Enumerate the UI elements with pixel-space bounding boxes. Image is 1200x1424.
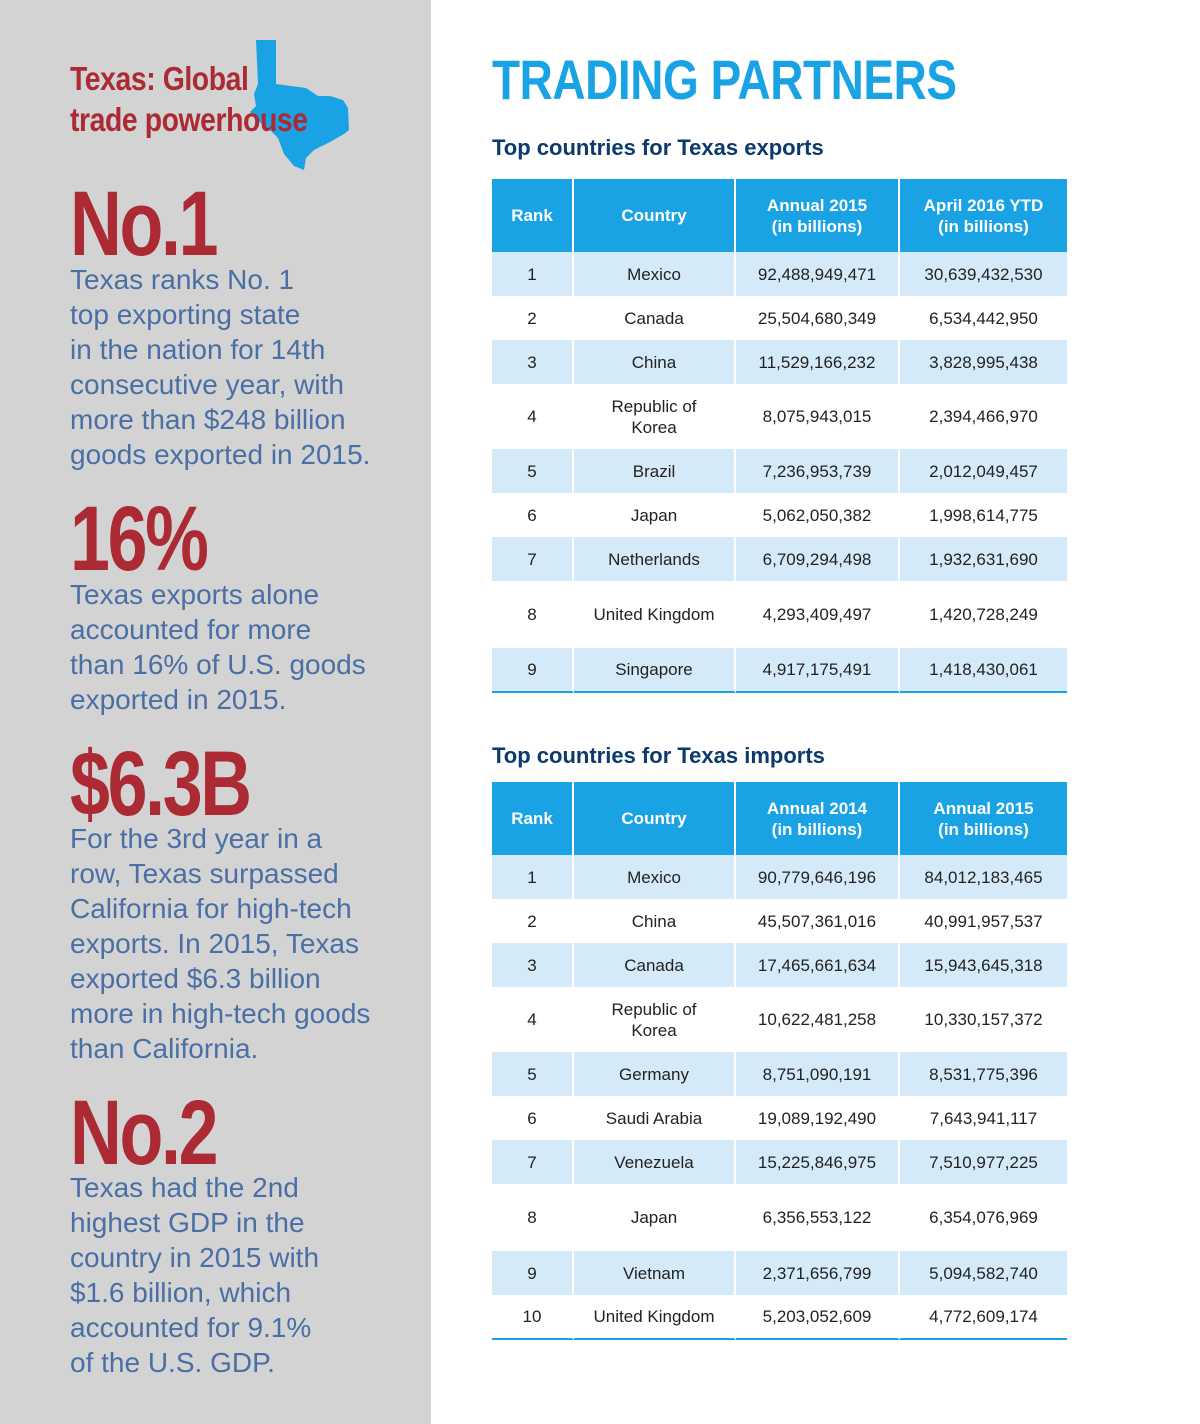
table-header-row (492, 782, 1067, 855)
table-row (492, 1096, 1067, 1140)
table-header-row (492, 179, 1067, 252)
value-cell: 3,828,995,438 (900, 340, 1067, 384)
rank-cell: 2 (492, 899, 574, 943)
table-row (492, 1140, 1067, 1184)
stat-value: 16% (70, 488, 207, 590)
table-row (492, 581, 1067, 648)
table-row (492, 1295, 1067, 1340)
country-line: Republic of (611, 396, 697, 416)
value-cell: 5,062,050,382 (736, 493, 900, 537)
value-cell: 4,772,609,174 (900, 1295, 1067, 1340)
value-cell: 6,534,442,950 (900, 296, 1067, 340)
country-cell: China (574, 899, 736, 943)
value-cell: 25,504,680,349 (736, 296, 900, 340)
country-line: Republic of (611, 999, 697, 1019)
rank-cell: 2 (492, 296, 574, 340)
sidebar-title-line: trade powerhouse (70, 101, 308, 138)
table-row (492, 384, 1067, 449)
column-header-rank: Rank (492, 179, 574, 252)
country-cell (574, 384, 736, 449)
value-cell: 15,225,846,975 (736, 1140, 900, 1184)
value-cell: 15,943,645,318 (900, 943, 1067, 987)
rank-cell: 4 (492, 987, 574, 1052)
value-cell: 45,507,361,016 (736, 899, 900, 943)
stat-line: more in high-tech goods (70, 998, 371, 1029)
stat-line: exports. In 2015, Texas (70, 928, 359, 959)
table-row (492, 340, 1067, 384)
rank-cell: 9 (492, 648, 574, 693)
stat-line: than California. (70, 1033, 259, 1064)
table-row (492, 943, 1067, 987)
table-row (492, 987, 1067, 1052)
sidebar-panel (0, 0, 431, 1424)
rank-cell: 8 (492, 1184, 574, 1251)
stat-line: more than $248 billion (70, 404, 346, 435)
stat-line: of the U.S. GDP. (70, 1347, 275, 1378)
header-line: (in billions) (771, 819, 863, 839)
table-row (492, 296, 1067, 340)
rank-cell: 7 (492, 1140, 574, 1184)
stat-description (70, 1170, 410, 1380)
value-cell: 11,529,166,232 (736, 340, 900, 384)
country-cell: Canada (574, 943, 736, 987)
value-cell: 1,420,728,249 (900, 581, 1067, 648)
table-row (492, 1184, 1067, 1251)
value-cell: 6,354,076,969 (900, 1184, 1067, 1251)
column-header-annual-2015 (900, 782, 1067, 855)
header-line: (in billions) (938, 819, 1029, 839)
stat-line: Texas ranks No. 1 (70, 264, 295, 295)
header-line: Annual 2015 (766, 195, 868, 215)
value-cell: 30,639,432,530 (900, 252, 1067, 296)
country-cell: Japan (574, 1184, 736, 1251)
value-cell: 5,094,582,740 (900, 1251, 1067, 1295)
value-cell: 7,236,953,739 (736, 449, 900, 493)
value-cell: 8,531,775,396 (900, 1052, 1067, 1096)
stat-line: top exporting state (70, 299, 301, 330)
country-line: Korea (631, 1020, 677, 1040)
country-cell: Vietnam (574, 1251, 736, 1295)
header-line: (in billions) (938, 216, 1029, 236)
value-cell: 7,643,941,117 (900, 1096, 1067, 1140)
stat-line: accounted for 9.1% (70, 1312, 312, 1343)
value-cell: 84,012,183,465 (900, 855, 1067, 899)
rank-cell: 1 (492, 252, 574, 296)
country-cell: Netherlands (574, 537, 736, 581)
table-row (492, 648, 1067, 693)
value-cell: 92,488,949,471 (736, 252, 900, 296)
sidebar-title (70, 58, 328, 140)
value-cell: 1,932,631,690 (900, 537, 1067, 581)
stat-line: exported $6.3 billion (70, 963, 321, 994)
country-cell: Mexico (574, 252, 736, 296)
column-header-annual-2015 (736, 179, 900, 252)
table-row (492, 899, 1067, 943)
country-cell: Saudi Arabia (574, 1096, 736, 1140)
table-row (492, 449, 1067, 493)
value-cell: 40,991,957,537 (900, 899, 1067, 943)
country-cell: Japan (574, 493, 736, 537)
rank-cell: 1 (492, 855, 574, 899)
stat-description (70, 821, 410, 1066)
country-cell: Mexico (574, 855, 736, 899)
country-cell: Venezuela (574, 1140, 736, 1184)
value-cell: 19,089,192,490 (736, 1096, 900, 1140)
country-cell: Singapore (574, 648, 736, 693)
stat-value: $6.3B (70, 733, 250, 835)
stat-line: than 16% of U.S. goods (70, 649, 366, 680)
stat-line: goods exported in 2015. (70, 439, 371, 470)
stat-line: consecutive year, with (70, 369, 344, 400)
header-line: April 2016 YTD (923, 195, 1044, 215)
value-cell: 6,356,553,122 (736, 1184, 900, 1251)
table-row (492, 855, 1067, 899)
stat-line: California for high-tech (70, 893, 352, 924)
stat-line: exported in 2015. (70, 684, 287, 715)
exports-table (492, 179, 1067, 693)
value-cell: 6,709,294,498 (736, 537, 900, 581)
value-cell: 1,418,430,061 (900, 648, 1067, 693)
stat-line: country in 2015 with (70, 1242, 320, 1273)
country-cell: Canada (574, 296, 736, 340)
rank-cell: 6 (492, 493, 574, 537)
country-line: Korea (631, 417, 677, 437)
stat-description (70, 577, 410, 717)
column-header-annual-2014 (736, 782, 900, 855)
value-cell: 7,510,977,225 (900, 1140, 1067, 1184)
rank-cell: 7 (492, 537, 574, 581)
stat-line: Texas had the 2nd (70, 1172, 299, 1203)
stat-value: No.1 (70, 173, 217, 275)
stat-line: highest GDP in the (70, 1207, 305, 1238)
stat-line: Texas exports alone (70, 579, 320, 610)
country-cell: Brazil (574, 449, 736, 493)
stat-description (70, 262, 410, 472)
value-cell: 8,075,943,015 (736, 384, 900, 449)
table-row (492, 493, 1067, 537)
value-cell: 90,779,646,196 (736, 855, 900, 899)
country-cell: United Kingdom (574, 581, 736, 648)
value-cell: 2,394,466,970 (900, 384, 1067, 449)
value-cell: 10,330,157,372 (900, 987, 1067, 1052)
stat-line: accounted for more (70, 614, 312, 645)
table-row (492, 1251, 1067, 1295)
header-line: Annual 2015 (933, 798, 1034, 818)
column-header-country: Country (574, 179, 736, 252)
value-cell: 10,622,481,258 (736, 987, 900, 1052)
column-header-country: Country (574, 782, 736, 855)
rank-cell: 5 (492, 449, 574, 493)
value-cell: 2,012,049,457 (900, 449, 1067, 493)
column-header-rank: Rank (492, 782, 574, 855)
imports-table (492, 782, 1067, 1340)
value-cell: 17,465,661,634 (736, 943, 900, 987)
value-cell: 2,371,656,799 (736, 1251, 900, 1295)
country-cell (574, 987, 736, 1052)
stat-line: in the nation for 14th (70, 334, 326, 365)
header-line: Annual 2014 (766, 798, 868, 818)
value-cell: 1,998,614,775 (900, 493, 1067, 537)
rank-cell: 5 (492, 1052, 574, 1096)
exports-heading: Top countries for Texas exports (492, 135, 824, 160)
table-row (492, 537, 1067, 581)
country-cell: United Kingdom (574, 1295, 736, 1340)
stat-value: No.2 (70, 1082, 217, 1184)
imports-heading: Top countries for Texas imports (492, 743, 825, 768)
table-row (492, 1052, 1067, 1096)
header-line: (in billions) (771, 216, 863, 236)
rank-cell: 3 (492, 340, 574, 384)
country-cell: Germany (574, 1052, 736, 1096)
rank-cell: 10 (492, 1295, 574, 1340)
stat-line: row, Texas surpassed (70, 858, 339, 889)
rank-cell: 4 (492, 384, 574, 449)
value-cell: 5,203,052,609 (736, 1295, 900, 1340)
rank-cell: 8 (492, 581, 574, 648)
value-cell: 8,751,090,191 (736, 1052, 900, 1096)
sidebar-title-line: Texas: Global (70, 60, 249, 97)
column-header-april-2016-ytd (900, 179, 1067, 252)
rank-cell: 9 (492, 1251, 574, 1295)
table-row (492, 252, 1067, 296)
rank-cell: 6 (492, 1096, 574, 1140)
rank-cell: 3 (492, 943, 574, 987)
stat-line: $1.6 billion, which (70, 1277, 292, 1308)
value-cell: 4,293,409,497 (736, 581, 900, 648)
country-cell: China (574, 340, 736, 384)
value-cell: 4,917,175,491 (736, 648, 900, 693)
stat-line: For the 3rd year in a (70, 823, 323, 854)
page-title: TRADING PARTNERS (492, 48, 957, 111)
